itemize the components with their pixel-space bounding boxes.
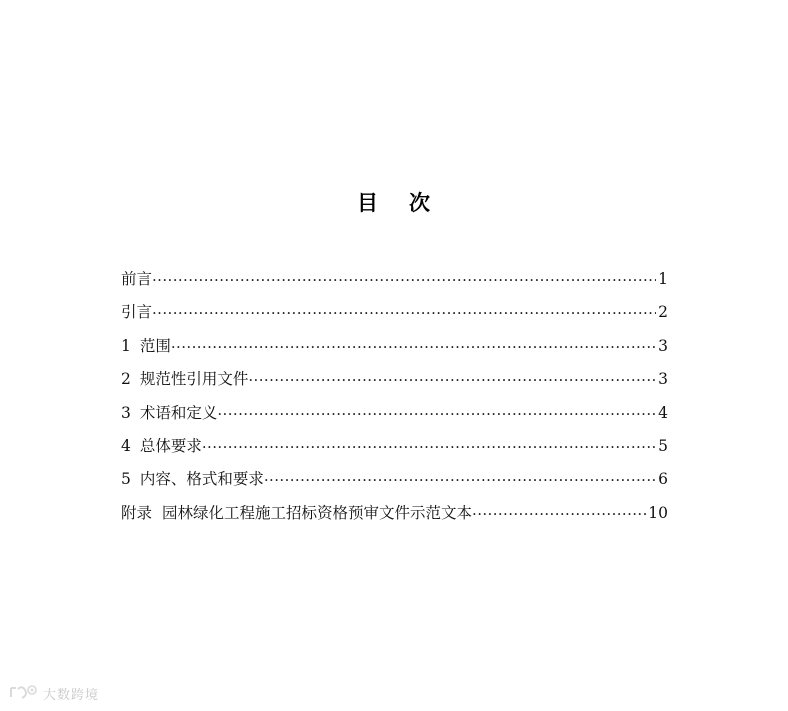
toc-entry-page: 3	[658, 370, 668, 389]
toc-entry-page: 3	[658, 336, 668, 355]
toc-entry-foreword[interactable]	[121, 268, 668, 301]
toc-entry-label: 术语和定义	[139, 403, 218, 422]
dot-leader	[217, 404, 656, 418]
toc-entry-label: 引言	[121, 303, 153, 322]
toc-entry-number: 1	[121, 336, 131, 355]
toc-entry-general-requirements[interactable]	[121, 435, 668, 468]
toc-entry-label: 总体要求	[139, 436, 202, 455]
toc-entry-label: 附录	[121, 503, 153, 522]
toc-entry-number: 4	[121, 436, 131, 455]
toc-entry-appendix[interactable]	[121, 502, 668, 535]
toc-entry-page: 6	[658, 470, 668, 489]
dot-leader	[248, 370, 656, 384]
dot-leader	[152, 303, 656, 317]
toc-entry-scope[interactable]	[121, 335, 668, 368]
toc-entry-page: 2	[658, 303, 668, 322]
toc-entry-page: 1	[658, 270, 668, 288]
toc-entry-label: 内容、格式和要求	[139, 470, 264, 489]
toc-title-char-1: 目	[357, 191, 379, 215]
toc-entry-page: 5	[658, 436, 668, 455]
toc-entry-number: 2	[121, 370, 131, 389]
toc-entry-page: 10	[648, 503, 668, 522]
toc-title	[0, 187, 788, 217]
toc-entry-label: 前言	[121, 270, 153, 288]
toc-entry-normative-references[interactable]	[121, 368, 668, 401]
toc-entry-introduction[interactable]	[121, 301, 668, 334]
toc-entry-number: 5	[121, 470, 131, 489]
dot-leader	[472, 504, 646, 518]
toc-title-char-2: 次	[409, 191, 431, 215]
toc-entry-content-format[interactable]	[121, 468, 668, 501]
watermark-logo-icon	[8, 683, 40, 703]
toc-entry-label: 范围	[139, 336, 171, 355]
dot-leader	[264, 470, 656, 484]
dot-leader	[171, 337, 656, 351]
toc-entry-number: 3	[121, 403, 131, 422]
toc-list	[121, 268, 668, 535]
watermark	[8, 683, 99, 703]
watermark-text: 大数跨境	[43, 687, 100, 703]
dot-leader	[202, 437, 656, 451]
toc-entry-label: 规范性引用文件	[139, 370, 249, 389]
toc-entry-terms-definitions[interactable]	[121, 402, 668, 435]
dot-leader	[152, 270, 656, 284]
toc-entry-page: 4	[658, 403, 668, 422]
toc-entry-label-extra: 园林绿化工程施工招标资格预审文件示范文本	[162, 503, 473, 522]
